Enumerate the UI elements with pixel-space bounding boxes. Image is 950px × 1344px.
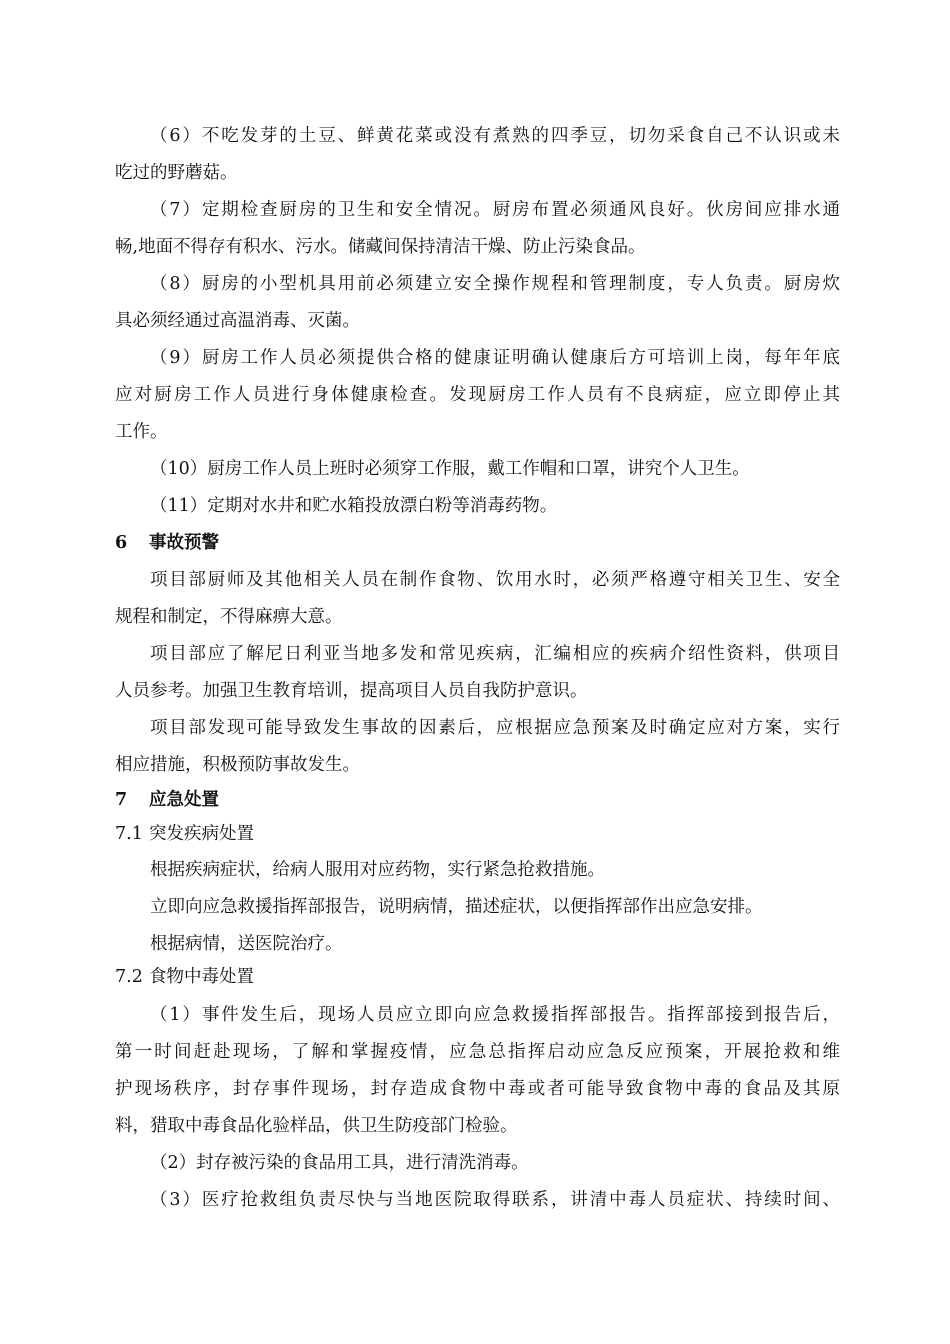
section-number: 7 <box>115 790 128 810</box>
subsection-number: 7.2 <box>115 967 143 987</box>
paragraph-line: 具必须经通过高温消毒、灭菌。 <box>115 311 360 331</box>
paragraph-line: 畅,地面不得存有积水、污水。储藏间保持清洁干燥、防止污染食品。 <box>115 237 646 257</box>
paragraph-line: （2）封存被污染的食品用工具，进行清洗消毒。 <box>150 1153 529 1173</box>
paragraph-line: 应对厨房工作人员进行身体健康检查。发现厨房工作人员有不良病症，应立即停止其 <box>115 385 840 405</box>
section-number: 6 <box>115 533 128 553</box>
paragraph-line: 立即向应急救援指挥部报告，说明病情，描述症状，以便指挥部作出应急安排。 <box>150 897 763 917</box>
paragraph-line: 根据疾病症状，给病人服用对应药物，实行紧急抢救措施。 <box>150 860 605 880</box>
paragraph-line: （10）厨房工作人员上班时必须穿工作服，戴工作帽和口罩，讲究个人卫生。 <box>150 459 750 479</box>
paragraph-line: （3）医疗抢救组负责尽快与当地医院取得联系，讲清中毒人员症状、持续时间、 <box>150 1190 840 1210</box>
paragraph-line: （9）厨房工作人员必须提供合格的健康证明确认健康后方可培训上岗，每年年底 <box>150 348 840 368</box>
paragraph-line: 第一时间赶赴现场，了解和掌握疫情，应急总指挥启动应急反应预案，开展抢救和维 <box>115 1042 840 1062</box>
section-title: 应急处置 <box>149 790 219 810</box>
paragraph-line: 料，猎取中毒食品化验样品，供卫生防疫部门检验。 <box>115 1116 518 1136</box>
section-title: 事故预警 <box>149 533 219 553</box>
paragraph-line: （11）定期对水井和贮水箱投放漂白粉等消毒药物。 <box>150 496 558 516</box>
paragraph-line: （1）事件发生后，现场人员应立即向应急救援指挥部报告。指挥部接到报告后， <box>150 1005 840 1025</box>
subsection-heading-7-1 <box>115 822 840 846</box>
paragraph-line: 工作。 <box>115 422 168 442</box>
paragraph-line: （8）厨房的小型机具用前必须建立安全操作规程和管理制度，专人负责。厨房炊 <box>150 274 840 294</box>
section-heading-7 <box>115 788 840 812</box>
paragraph-line: 根据病情，送医院治疗。 <box>150 934 343 954</box>
paragraph-line: 项目部发现可能导致发生事故的因素后，应根据应急预案及时确定应对方案，实行 <box>150 718 840 738</box>
paragraph-line: 吃过的野蘑菇。 <box>115 163 238 183</box>
paragraph-line: （7）定期检查厨房的卫生和安全情况。厨房布置必须通风良好。伙房间应排水通 <box>150 200 840 220</box>
paragraph-line: 人员参考。加强卫生教育培训，提高项目人员自我防护意识。 <box>115 681 588 701</box>
paragraph-line: 项目部应了解尼日利亚当地多发和常见疾病，汇编相应的疾病介绍性资料，供项目 <box>150 644 840 664</box>
subsection-title: 食物中毒处置 <box>149 967 254 987</box>
paragraph-line: 项目部厨师及其他相关人员在制作食物、饮用水时，必须严格遵守相关卫生、安全 <box>150 570 840 590</box>
paragraph-line: （6）不吃发芽的土豆、鲜黄花菜或没有煮熟的四季豆，切勿采食自己不认识或未 <box>150 126 840 146</box>
paragraph-line: 相应措施，积极预防事故发生。 <box>115 755 360 775</box>
subsection-heading-7-2 <box>115 965 840 989</box>
subsection-number: 7.1 <box>115 824 143 844</box>
subsection-title: 突发疾病处置 <box>149 824 254 844</box>
paragraph-line: 规程和制定，不得麻痹大意。 <box>115 607 343 627</box>
section-heading-6 <box>115 531 840 555</box>
paragraph-line: 护现场秩序，封存事件现场，封存造成食物中毒或者可能导致食物中毒的食品及其原 <box>115 1079 840 1099</box>
